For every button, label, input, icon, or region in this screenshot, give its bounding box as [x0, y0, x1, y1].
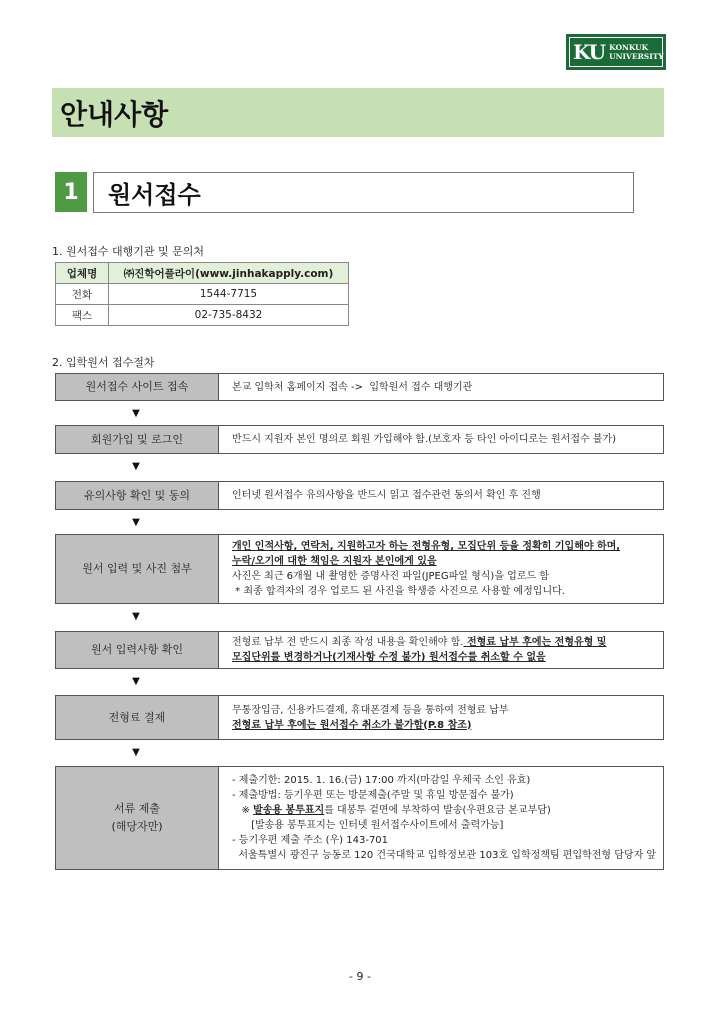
step-label: 유의사항 확인 및 동의: [56, 482, 219, 509]
contact-heading: 1. 원서접수 대행기관 및 문의처: [52, 245, 204, 258]
step-label: 서류 제출 (해당자만): [56, 767, 219, 869]
logo-line2: UNIVERSITY: [609, 52, 664, 61]
procedure-heading: 2. 입학원서 접수절차: [52, 356, 155, 369]
logo-text: [609, 43, 664, 61]
page-number: - 9 -: [349, 970, 371, 983]
page-banner: [52, 88, 664, 137]
table-cell: 팩스: [56, 305, 109, 326]
step-line: 무통장입금, 신용카드결제, 휴대폰결제 등을 통하여 전형료 납부: [232, 704, 509, 716]
table-cell: 02-735-8432: [109, 305, 349, 326]
table-row: [56, 284, 349, 305]
step-line: 인터넷 원서접수 유의사항을 반드시 읽고 접수관련 동의서 확인 후 진행: [232, 490, 541, 501]
step-description: [219, 482, 663, 509]
step-label: 회원가입 및 로그인: [56, 426, 219, 453]
flow-arrow-icon: ▼: [132, 747, 140, 758]
step-description: [219, 696, 663, 739]
table-cell: ㈜진학어플라이(www.jinhakapply.com): [109, 263, 349, 284]
page-title: 안내사항: [60, 97, 169, 131]
step-label: 원서 입력사항 확인: [56, 632, 219, 668]
step-label: 원서 입력 및 사진 첨부: [56, 535, 219, 603]
step-label: 원서접수 사이트 접속: [56, 374, 219, 400]
step-line: - 제출기한: 2015. 1. 16.(금) 17:00 까지(마감일 우체국 소인 유효): [232, 775, 531, 786]
step-line: 개인 인적사항, 연락처, 지원하고자 하는 전형유형, 모집단위 등을 정확히 기입해야 하며,: [232, 541, 621, 552]
logo-mark: KU: [573, 40, 606, 64]
procedure-step: [55, 425, 664, 454]
step-line: 본교 입학처 홈페이지 접속 -> 입학원서 접수 대행기관: [232, 381, 473, 393]
step-label: 전형료 결제: [56, 696, 219, 739]
section-number: 1: [55, 172, 87, 212]
procedure-step: [55, 534, 664, 604]
procedure-step: [55, 481, 664, 510]
procedure-step: [55, 373, 664, 401]
table-cell: 전화: [56, 284, 109, 305]
table-cell: 업체명: [56, 263, 109, 284]
flow-arrow-icon: ▼: [132, 408, 140, 419]
section-title: 원서접수: [93, 172, 634, 213]
procedure-step: [55, 631, 664, 669]
step-line: 반드시 지원자 본인 명의로 회원 가입해야 함.(보호자 등 타인 아이디로는 원서접수 불가): [232, 434, 617, 445]
flow-arrow-icon: ▼: [132, 461, 140, 472]
step-description: [219, 632, 663, 668]
step-line: 모집단위를 변경하거나(기재사항 수정 불가) 원서접수를 취소할 수 없음: [232, 652, 546, 663]
step-description: [219, 374, 663, 400]
flow-arrow-icon: ▼: [132, 676, 140, 687]
step-line: [발송용 봉투표지는 인터넷 원서접수사이트에서 출력가능]: [232, 820, 504, 831]
step-line: - 등기우편 제출 주소 (우) 143-701: [232, 835, 389, 846]
step-description: [219, 535, 663, 603]
step-description: [219, 767, 663, 869]
procedure-step: [55, 695, 664, 740]
table-row: [56, 263, 349, 284]
step-line: * 최종 합격자의 경우 업로드 된 사진을 학생증 사진으로 사용할 예정입니다.: [232, 586, 565, 597]
logo-line1: KONKUK: [609, 43, 649, 52]
table-cell: 1544-7715: [109, 284, 349, 305]
procedure-step: [55, 766, 664, 870]
konkuk-university-logo: [566, 34, 666, 70]
step-line: 사진은 최근 6개월 내 촬영한 증명사진 파일(JPEG파일 형식)을 업로드 함: [232, 571, 549, 582]
flow-arrow-icon: ▼: [132, 611, 140, 622]
step-line: 전형료 납부 후에는 원서접수 취소가 불가함(P.8 참조): [232, 719, 472, 731]
table-row: [56, 305, 349, 326]
step-line: - 제출방법: 등기우편 또는 방문제출(주말 및 휴일 방문접수 불가): [232, 790, 514, 801]
step-description: [219, 426, 663, 453]
step-line: 누락/오기에 대한 책임은 지원자 본인에게 있음: [232, 556, 437, 567]
step-line: 서울특별시 광진구 능동로 120 건국대학교 입학정보관 103호 입학정책팀 편입학전형 담당자 앞: [232, 850, 657, 861]
step-line: ※ 발송용 봉투표지를 대봉투 겉면에 부착하여 발송(우편요금 본교부담): [232, 805, 551, 816]
contact-table: [55, 262, 349, 326]
flow-arrow-icon: ▼: [132, 517, 140, 528]
step-line: 전형료 납부 전 반드시 최종 작성 내용을 확인해야 함. 전형료 납부 후에는 전형유형 및: [232, 637, 607, 648]
